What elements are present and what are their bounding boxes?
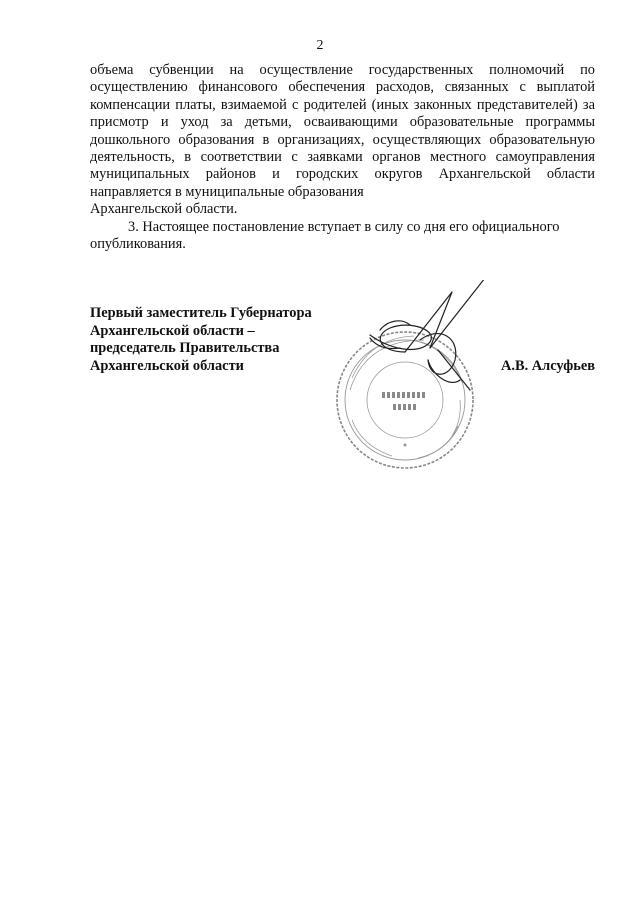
body-line: с выплатой компенсации платы, взимаемой с родителей (иных законных xyxy=(90,79,595,113)
signature-block xyxy=(90,305,595,505)
body-line: по осуществлению финансового обеспечения расходов, связанных xyxy=(90,62,595,96)
signer-name: А.В. Алсуфьев xyxy=(500,358,595,374)
body-line: округов Архангельской области направляется в муниципальные образования xyxy=(90,166,595,200)
page-number: 2 xyxy=(316,38,324,53)
body-line: Архангельской области. xyxy=(90,201,238,218)
signer-title xyxy=(90,305,312,375)
paragraph-3 xyxy=(90,219,595,236)
document-body xyxy=(90,62,595,253)
clause-3-line-1: 3. Настоящее постановление вступает в силу со дня его официального xyxy=(128,218,560,235)
paragraph-3-last-line xyxy=(90,236,595,253)
seal-and-signature xyxy=(310,280,500,475)
signer-title-line: Первый заместитель Губернатора xyxy=(90,305,312,321)
clause-3-line-2: опубликования. xyxy=(90,236,186,253)
signer-title-line: Архангельской области xyxy=(90,357,244,374)
body-line: осуществляющих образовательную деятельность, в соответствии с заявками xyxy=(90,131,596,166)
body-line: представителей) за присмотр и уход за детьми, осваивающими xyxy=(90,96,595,131)
paragraph-2-last-line xyxy=(90,201,595,218)
signer-title-line: Архангельской области – xyxy=(90,322,255,339)
signer-title-line: председатель Правительства xyxy=(90,340,280,357)
body-line: объема субвенции на осуществление государственных полномочий xyxy=(90,62,565,78)
paragraph-2-continued xyxy=(90,62,595,201)
body-line: органов местного самоуправления муниципальных районов и городских xyxy=(90,149,595,183)
body-line: образовательные программы дошкольного образования в организациях, xyxy=(90,114,595,148)
